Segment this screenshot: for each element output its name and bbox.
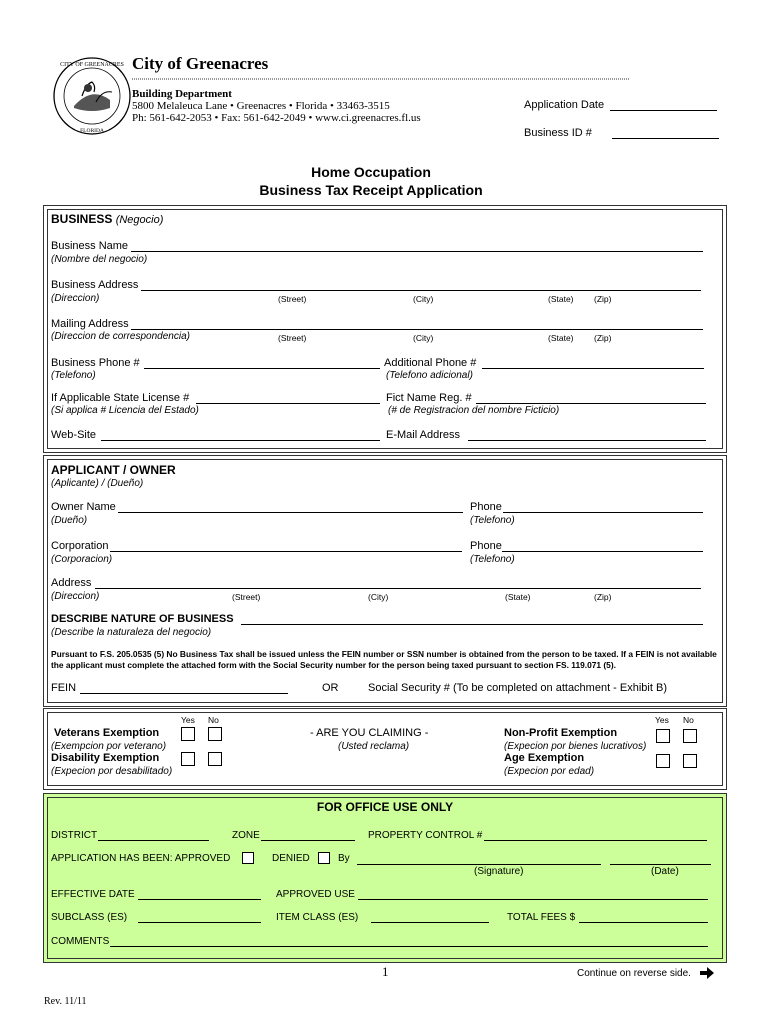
fein-label: FEIN xyxy=(51,682,77,694)
business-heading-es: (Negocio) xyxy=(115,214,164,226)
age-no-checkbox[interactable] xyxy=(683,754,697,768)
owner-name-field[interactable] xyxy=(118,512,463,513)
applicant-heading: APPLICANT / OWNER xyxy=(51,463,176,477)
property-control-field[interactable] xyxy=(484,840,707,841)
disability-label: Disability Exemption xyxy=(51,752,160,764)
business-heading xyxy=(51,212,163,226)
corp-phone-field[interactable] xyxy=(502,551,703,552)
additional-phone-field[interactable] xyxy=(482,368,704,369)
veterans-es: (Exempcion por veterano) xyxy=(51,741,167,752)
office-heading: FOR OFFICE USE ONLY xyxy=(316,800,454,814)
zone-field[interactable] xyxy=(261,840,355,841)
business-address-label: Business Address xyxy=(51,279,139,291)
age-yes-checkbox[interactable] xyxy=(656,754,670,768)
city-hint: (City) xyxy=(413,294,434,304)
owner-phone-field[interactable] xyxy=(503,512,703,513)
zip-hint: (Zip) xyxy=(594,294,612,304)
claiming-es: (Usted reclama) xyxy=(338,741,410,752)
yes-header-right: Yes xyxy=(655,715,669,725)
title-line-2: Business Tax Receipt Application xyxy=(259,182,483,198)
comments-field[interactable] xyxy=(110,946,708,947)
nature-of-business-label: DESCRIBE NATURE OF BUSINESS xyxy=(51,613,234,625)
additional-phone-label: Additional Phone # xyxy=(384,357,477,369)
veterans-yes-checkbox[interactable] xyxy=(181,727,195,741)
city-seal xyxy=(52,56,132,136)
nature-of-business-field[interactable] xyxy=(241,624,703,625)
mailing-address-label: Mailing Address xyxy=(51,318,129,330)
or-label: OR xyxy=(322,682,339,694)
state-license-es: (Si applica # Licencia del Estado) xyxy=(51,405,199,416)
business-name-label: Business Name xyxy=(51,240,129,252)
fict-name-field[interactable] xyxy=(476,403,706,404)
business-address-field[interactable] xyxy=(141,290,701,291)
approved-use-field[interactable] xyxy=(358,899,708,900)
effective-date-label: EFFECTIVE DATE xyxy=(51,889,135,900)
disability-es: (Expecion por desabilitado) xyxy=(51,766,173,777)
state-hint: (State) xyxy=(505,592,531,602)
department: Building Department xyxy=(132,88,232,100)
owner-name-es: (Dueño) xyxy=(51,515,88,526)
fict-name-es: (# de Registracion del nombre Ficticio) xyxy=(388,405,560,416)
denied-label: DENIED xyxy=(272,853,310,864)
state-license-field[interactable] xyxy=(196,403,380,404)
office-section-inner xyxy=(47,797,723,959)
corporation-es: (Corporacion) xyxy=(51,554,113,565)
application-status-label: APPLICATION HAS BEEN: APPROVED xyxy=(51,853,231,864)
business-heading-text: BUSINESS xyxy=(51,212,113,226)
nonprofit-es: (Expecion por bienes lucrativos) xyxy=(504,741,647,752)
business-name-field[interactable] xyxy=(131,251,703,252)
contact-text: Ph: 561-642-2053 • Fax: 561-642-2049 • www.ci.greenacres.fl.us xyxy=(132,112,421,124)
corporation-field[interactable] xyxy=(110,551,462,552)
additional-phone-es: (Telefono adicional) xyxy=(386,370,473,381)
revision-label: Rev. 11/11 xyxy=(44,996,87,1007)
district-field[interactable] xyxy=(98,840,209,841)
subclass-label: SUBCLASS (ES) xyxy=(51,912,128,923)
yes-header-left: Yes xyxy=(181,715,195,725)
item-class-label: ITEM CLASS (ES) xyxy=(276,912,359,923)
approved-checkbox[interactable] xyxy=(242,852,254,864)
corp-phone-label: Phone xyxy=(470,540,502,552)
signature-date-field[interactable] xyxy=(610,864,711,865)
header-rule xyxy=(132,78,630,80)
street-hint: (Street) xyxy=(278,294,307,304)
owner-name-label: Owner Name xyxy=(51,501,116,513)
fict-name-label: Fict Name Reg. # xyxy=(386,392,472,404)
email-label: E-Mail Address xyxy=(386,429,460,441)
mailing-address-es: (Direccion de correspondencia) xyxy=(51,331,190,342)
claiming-label: - ARE YOU CLAIMING - xyxy=(310,727,429,739)
business-phone-label: Business Phone # xyxy=(51,357,140,369)
business-id-field[interactable] xyxy=(612,138,719,139)
business-id-label: Business ID # xyxy=(524,127,592,139)
application-date-label: Application Date xyxy=(524,99,605,111)
business-address-es: (Direccion) xyxy=(51,293,100,304)
nonprofit-no-checkbox[interactable] xyxy=(683,729,697,743)
page-number: 1 xyxy=(382,964,389,979)
approved-use-label: APPROVED USE xyxy=(276,889,355,900)
signature-field[interactable] xyxy=(357,864,601,865)
title-line-1: Home Occupation xyxy=(311,164,431,180)
applicant-heading-es: (Aplicante) / (Dueño) xyxy=(51,478,144,489)
email-field[interactable] xyxy=(468,440,706,441)
business-name-es: (Nombre del negocio) xyxy=(51,254,148,265)
state-hint: (State) xyxy=(548,294,574,304)
city-hint: (City) xyxy=(413,333,434,343)
continue-text: Continue on reverse side. xyxy=(577,968,691,979)
zip-hint: (Zip) xyxy=(594,333,612,343)
no-header-right: No xyxy=(683,715,694,725)
street-hint: (Street) xyxy=(278,333,307,343)
office-section xyxy=(43,793,727,963)
fein-notice: Pursuant to F.S. 205.0535 (5) No Business Tax shall be issued unless the FEIN number or SSN number is obtained from the person to be taxed. If a FEIN is not available the applicant must complete the attached form with the Social Security number for the person being taxed pursuant to section FS. 119.071 (5). xyxy=(51,649,717,670)
seal-text-top: CITY OF GREENACRES xyxy=(60,62,124,68)
age-es: (Expecion por edad) xyxy=(504,766,595,777)
effective-date-field[interactable] xyxy=(138,899,261,900)
signature-hint: (Signature) xyxy=(474,866,524,877)
ssn-label: Social Security # (To be completed on attachment - Exhibit B) xyxy=(368,682,667,694)
nonprofit-label: Non-Profit Exemption xyxy=(504,727,618,739)
by-label: By xyxy=(338,853,350,864)
district-label: DISTRICT xyxy=(51,830,98,841)
city-name: City of Greenacres xyxy=(132,54,269,73)
website-label: Web-Site xyxy=(51,429,97,441)
item-class-field[interactable] xyxy=(371,922,489,923)
age-label: Age Exemption xyxy=(504,752,585,764)
comments-label: COMMENTS xyxy=(51,936,110,947)
property-control-label: PROPERTY CONTROL # xyxy=(368,830,483,841)
owner-phone-label: Phone xyxy=(470,501,502,513)
subclass-field[interactable] xyxy=(138,922,261,923)
applicant-address-es: (Direccion) xyxy=(51,591,100,602)
corporation-label: Corporation xyxy=(51,540,109,552)
mailing-address-field[interactable] xyxy=(131,329,703,330)
applicant-address-label: Address xyxy=(51,577,92,589)
date-hint: (Date) xyxy=(651,866,679,877)
total-fees-field[interactable] xyxy=(579,922,708,923)
nonprofit-yes-checkbox[interactable] xyxy=(656,729,670,743)
website-field[interactable] xyxy=(101,440,380,441)
seal-text-bottom: FLORIDA xyxy=(80,128,104,134)
business-phone-field[interactable] xyxy=(144,368,380,369)
zone-label: ZONE xyxy=(232,830,260,841)
corp-phone-es: (Telefono) xyxy=(470,554,515,565)
veterans-no-checkbox[interactable] xyxy=(208,727,222,741)
nature-of-business-es: (Describe la naturaleza del negocio) xyxy=(51,627,212,638)
city-hint: (City) xyxy=(368,592,389,602)
application-date-field[interactable] xyxy=(610,110,717,111)
address-text: 5800 Melaleuca Lane • Greenacres • Florida • 33463-3515 xyxy=(132,100,390,112)
arrow-right-icon xyxy=(700,966,714,984)
disability-no-checkbox[interactable] xyxy=(208,752,222,766)
owner-phone-es: (Telefono) xyxy=(470,515,515,526)
state-license-label: If Applicable State License # xyxy=(51,392,190,404)
street-hint: (Street) xyxy=(232,592,261,602)
zip-hint: (Zip) xyxy=(594,592,612,602)
state-hint: (State) xyxy=(548,333,574,343)
no-header-left: No xyxy=(208,715,219,725)
denied-checkbox[interactable] xyxy=(318,852,330,864)
total-fees-label: TOTAL FEES $ xyxy=(507,912,576,923)
disability-yes-checkbox[interactable] xyxy=(181,752,195,766)
fein-field[interactable] xyxy=(80,693,288,694)
veterans-label: Veterans Exemption xyxy=(54,727,160,739)
business-phone-es: (Telefono) xyxy=(51,370,96,381)
applicant-address-field[interactable] xyxy=(95,588,701,589)
